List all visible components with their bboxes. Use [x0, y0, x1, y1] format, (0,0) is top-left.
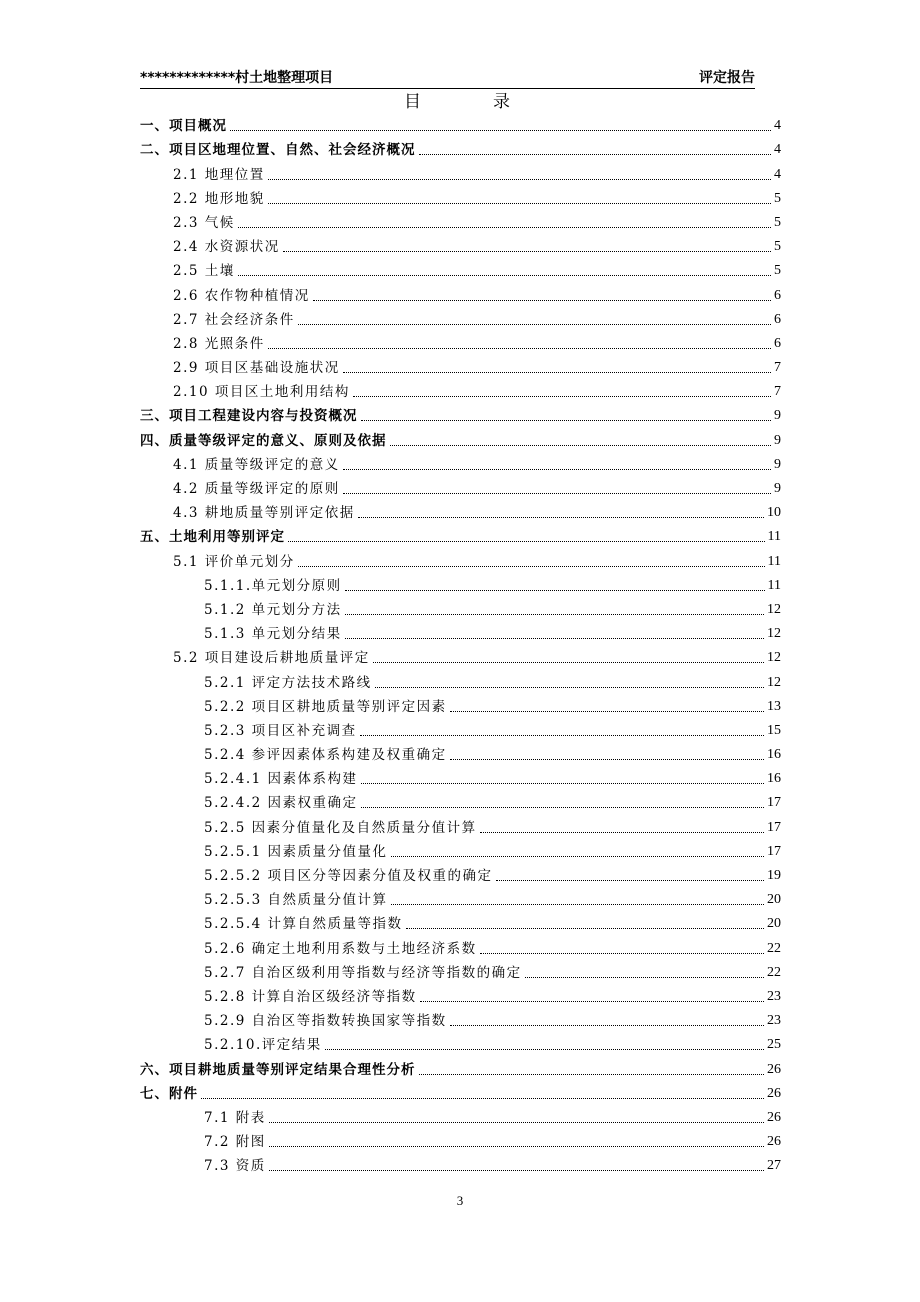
toc-entry[interactable] — [0, 283, 781, 307]
toc-dot-leader — [391, 855, 764, 857]
toc-entry-label: 5.1.2 单元划分方法 — [204, 601, 342, 618]
toc-dot-leader — [360, 734, 764, 736]
toc-entry-label: 5.2.5.1 因素质量分值量化 — [204, 843, 388, 860]
toc-entry-label: 5.1.1.单元划分原则 — [204, 577, 342, 594]
toc-dot-leader — [298, 565, 765, 567]
toc-entry[interactable] — [0, 162, 781, 186]
toc-entry-page: 10 — [767, 505, 781, 521]
toc-entry-page: 11 — [767, 529, 781, 545]
toc-entry-label: 5.2.5.3 自然质量分值计算 — [204, 892, 388, 909]
toc-dot-leader — [480, 831, 764, 833]
toc-entry[interactable] — [0, 211, 781, 235]
toc-entry-label: 5.2.4.1 因素体系构建 — [204, 771, 358, 788]
toc-dot-leader — [373, 661, 764, 663]
toc-entry-label: 2.7 社会经济条件 — [173, 311, 295, 328]
toc-entry[interactable] — [0, 719, 781, 743]
header-report-type: 评定报告 — [699, 70, 755, 86]
toc-entry-page: 6 — [774, 287, 781, 303]
toc-entry[interactable] — [0, 501, 781, 525]
toc-heading — [404, 91, 510, 113]
toc-entry-label: 2.10 项目区土地利用结构 — [173, 384, 350, 401]
toc-entry[interactable] — [0, 840, 781, 864]
toc-entry[interactable] — [0, 356, 781, 380]
toc-entry-label: 四、质量等级评定的意义、原则及依据 — [140, 432, 387, 449]
toc-dot-leader — [238, 226, 771, 228]
toc-entry[interactable] — [0, 695, 781, 719]
toc-entry-page: 17 — [767, 819, 781, 835]
toc-entry[interactable] — [0, 477, 781, 501]
toc-dot-leader — [283, 250, 771, 252]
toc-entry-label: 5.2.8 计算自治区级经济等指数 — [204, 988, 417, 1005]
toc-entry-label: 4.1 质量等级评定的意义 — [173, 456, 340, 473]
toc-dot-leader — [325, 1048, 764, 1050]
toc-entry-page: 5 — [774, 190, 781, 206]
toc-entry[interactable] — [0, 961, 781, 985]
toc-entry-page: 5 — [774, 239, 781, 255]
toc-entry-label: 5.2.5 因素分值量化及自然质量分值计算 — [204, 819, 477, 836]
toc-entry-label: 4.2 质量等级评定的原则 — [173, 481, 340, 497]
toc-entry[interactable] — [0, 114, 781, 138]
toc-dot-leader — [298, 323, 771, 325]
toc-entry[interactable] — [0, 743, 781, 767]
toc-entry-page: 5 — [774, 263, 781, 279]
toc-dot-leader — [353, 395, 771, 397]
toc-entry-page: 20 — [767, 892, 781, 908]
toc-entry-label: 2.2 地形地貌 — [173, 190, 265, 207]
toc-dot-leader — [419, 1073, 765, 1075]
toc-entry[interactable] — [0, 1154, 781, 1178]
toc-entry-page: 23 — [767, 1013, 781, 1029]
toc-entry-label: 二、项目区地理位置、自然、社会经济概况 — [140, 142, 416, 159]
toc-dot-leader — [480, 952, 764, 954]
toc-entry-page: 12 — [767, 674, 781, 690]
toc-entry-page: 23 — [767, 988, 781, 1004]
toc-dot-leader — [269, 1169, 764, 1171]
toc-entry-page: 16 — [767, 771, 781, 787]
page-number: 3 — [456, 1193, 464, 1208]
toc-entry-label: 2.6 农作物种植情况 — [173, 287, 310, 304]
toc-entry-label: 2.1 地理位置 — [173, 166, 265, 183]
table-of-contents — [0, 114, 920, 1178]
toc-entry-label: 2.5 土壤 — [173, 263, 235, 280]
toc-entry[interactable] — [0, 767, 781, 791]
toc-entry[interactable] — [0, 622, 781, 646]
toc-entry[interactable] — [0, 428, 781, 452]
toc-entry-label: 5.2.2 项目区耕地质量等别评定因素 — [204, 698, 447, 715]
page-header — [140, 68, 755, 89]
toc-dot-leader — [269, 1121, 764, 1123]
toc-entry-page: 6 — [774, 335, 781, 351]
toc-entry[interactable] — [0, 235, 781, 259]
toc-entry[interactable] — [0, 138, 781, 162]
toc-entry-label: 5.2.3 项目区补充调查 — [204, 722, 357, 739]
toc-dot-leader — [343, 492, 771, 494]
toc-entry-page: 12 — [767, 626, 781, 642]
toc-entry-label: 7.3 资质 — [204, 1158, 266, 1175]
toc-entry-page: 22 — [767, 940, 781, 956]
toc-entry-page: 6 — [774, 311, 781, 327]
toc-entry-page: 4 — [774, 142, 781, 158]
toc-entry[interactable] — [0, 598, 781, 622]
toc-entry-page: 9 — [774, 456, 781, 472]
toc-entry-label: 5.2.10.评定结果 — [204, 1037, 322, 1054]
toc-entry[interactable] — [0, 1130, 781, 1154]
toc-entry-label: 六、项目耕地质量等别评定结果合理性分析 — [140, 1061, 416, 1078]
toc-heading-char-1: 目 — [404, 92, 421, 112]
toc-entry-page: 13 — [767, 698, 781, 714]
toc-entry-page: 9 — [774, 432, 781, 448]
toc-dot-leader — [390, 444, 772, 446]
toc-dot-leader — [450, 1024, 764, 1026]
toc-entry-label: 2.4 水资源状况 — [173, 239, 280, 256]
toc-entry-page: 27 — [767, 1158, 781, 1174]
toc-entry[interactable] — [0, 1057, 781, 1081]
toc-dot-leader — [345, 589, 765, 591]
toc-entry[interactable] — [0, 1009, 781, 1033]
toc-entry-page: 17 — [767, 843, 781, 859]
toc-entry-page: 15 — [767, 722, 781, 738]
toc-entry-label: 4.3 耕地质量等别评定依据 — [173, 505, 355, 522]
toc-dot-leader — [268, 202, 771, 204]
toc-dot-leader — [375, 686, 764, 688]
toc-entry-label: 五、土地利用等别评定 — [140, 529, 285, 546]
toc-entry[interactable] — [0, 453, 781, 477]
toc-entry-label: 2.9 项目区基础设施状况 — [173, 360, 340, 377]
toc-entry[interactable] — [0, 574, 781, 598]
toc-dot-leader — [269, 1145, 764, 1147]
toc-entry-label: 7.1 附表 — [204, 1109, 266, 1126]
toc-entry-label: 5.2.9 自治区等指数转换国家等指数 — [204, 1013, 447, 1030]
toc-dot-leader — [345, 637, 764, 639]
toc-entry[interactable] — [0, 308, 781, 332]
toc-entry[interactable] — [0, 791, 781, 815]
toc-dot-leader — [268, 178, 771, 180]
toc-dot-leader — [345, 613, 764, 615]
toc-entry-page: 26 — [767, 1061, 781, 1077]
toc-dot-leader — [230, 129, 771, 131]
toc-entry-label: 5.1.3 单元划分结果 — [204, 626, 342, 643]
toc-entry-label: 5.2.1 评定方法技术路线 — [204, 674, 372, 691]
toc-dot-leader — [450, 710, 764, 712]
toc-entry-label: 三、项目工程建设内容与投资概况 — [140, 408, 358, 425]
toc-entry-page: 11 — [767, 553, 781, 569]
toc-entry-label: 2.3 气候 — [173, 214, 235, 231]
toc-entry-label: 7.2 附图 — [204, 1134, 266, 1151]
toc-entry-label: 一、项目概况 — [140, 118, 227, 135]
toc-entry[interactable] — [0, 864, 781, 888]
toc-entry[interactable] — [0, 404, 781, 428]
toc-dot-leader — [391, 903, 764, 905]
toc-entry-page: 4 — [774, 118, 781, 134]
toc-dot-leader — [361, 419, 772, 421]
toc-entry-page: 5 — [774, 214, 781, 230]
toc-dot-leader — [406, 927, 764, 929]
toc-dot-leader — [525, 976, 764, 978]
toc-entry-page: 7 — [774, 360, 781, 376]
toc-dot-leader — [238, 274, 771, 276]
toc-entry[interactable] — [0, 912, 781, 936]
toc-heading-char-2: 录 — [493, 92, 510, 112]
toc-entry[interactable] — [0, 1082, 781, 1106]
toc-dot-leader — [496, 879, 764, 881]
toc-entry[interactable] — [0, 985, 781, 1009]
toc-dot-leader — [361, 806, 764, 808]
toc-entry[interactable] — [0, 936, 781, 960]
toc-entry-page: 12 — [767, 601, 781, 617]
toc-entry-page: 9 — [774, 481, 781, 496]
toc-dot-leader — [268, 347, 771, 349]
toc-entry-label: 5.2.5.2 项目区分等因素分值及权重的确定 — [204, 868, 493, 884]
toc-entry-page: 11 — [767, 577, 781, 593]
toc-entry[interactable] — [0, 670, 781, 694]
toc-entry-label: 5.2.4 参评因素体系构建及权重确定 — [204, 747, 447, 764]
toc-entry-page: 25 — [767, 1037, 781, 1053]
toc-dot-leader — [419, 153, 772, 155]
toc-entry[interactable] — [0, 549, 781, 573]
header-project-title: *************村土地整理项目 — [140, 70, 334, 86]
toc-dot-leader — [201, 1097, 764, 1099]
toc-entry-page: 26 — [767, 1134, 781, 1150]
toc-dot-leader — [288, 540, 765, 542]
toc-entry[interactable] — [0, 187, 781, 211]
toc-dot-leader — [361, 782, 764, 784]
toc-entry-page: 26 — [767, 1109, 781, 1125]
toc-entry[interactable] — [0, 646, 781, 670]
toc-entry[interactable] — [0, 259, 781, 283]
toc-dot-leader — [313, 299, 771, 301]
toc-entry-page: 9 — [774, 408, 781, 424]
toc-entry[interactable] — [0, 815, 781, 839]
toc-entry-label: 5.2 项目建设后耕地质量评定 — [173, 650, 370, 667]
toc-entry-label: 5.2.7 自治区级利用等指数与经济等指数的确定 — [204, 964, 522, 981]
toc-entry-page: 4 — [774, 166, 781, 182]
toc-dot-leader — [450, 758, 764, 760]
toc-entry-page: 12 — [767, 650, 781, 666]
toc-entry-label: 5.2.5.4 计算自然质量等指数 — [204, 916, 403, 933]
toc-entry-page: 20 — [767, 916, 781, 932]
toc-entry[interactable] — [0, 332, 781, 356]
toc-entry-label: 5.1 评价单元划分 — [173, 553, 295, 570]
toc-entry-page: 26 — [767, 1085, 781, 1101]
toc-entry-page: 19 — [767, 868, 781, 883]
toc-entry-label: 5.2.6 确定土地利用系数与土地经济系数 — [204, 940, 477, 957]
toc-entry[interactable] — [0, 525, 781, 549]
toc-dot-leader — [420, 1000, 764, 1002]
toc-entry-label: 2.8 光照条件 — [173, 335, 265, 352]
toc-entry-page: 16 — [767, 747, 781, 763]
toc-entry-page: 7 — [774, 384, 781, 400]
toc-entry-page: 22 — [767, 964, 781, 980]
toc-dot-leader — [358, 516, 764, 518]
toc-dot-leader — [343, 371, 771, 373]
toc-entry-page: 17 — [767, 795, 781, 811]
toc-entry[interactable] — [0, 888, 781, 912]
toc-entry[interactable] — [0, 1033, 781, 1057]
toc-entry[interactable] — [0, 380, 781, 404]
toc-dot-leader — [343, 468, 771, 470]
toc-entry[interactable] — [0, 1106, 781, 1130]
toc-entry-label: 七、附件 — [140, 1085, 198, 1102]
toc-entry-label: 5.2.4.2 因素权重确定 — [204, 795, 358, 812]
